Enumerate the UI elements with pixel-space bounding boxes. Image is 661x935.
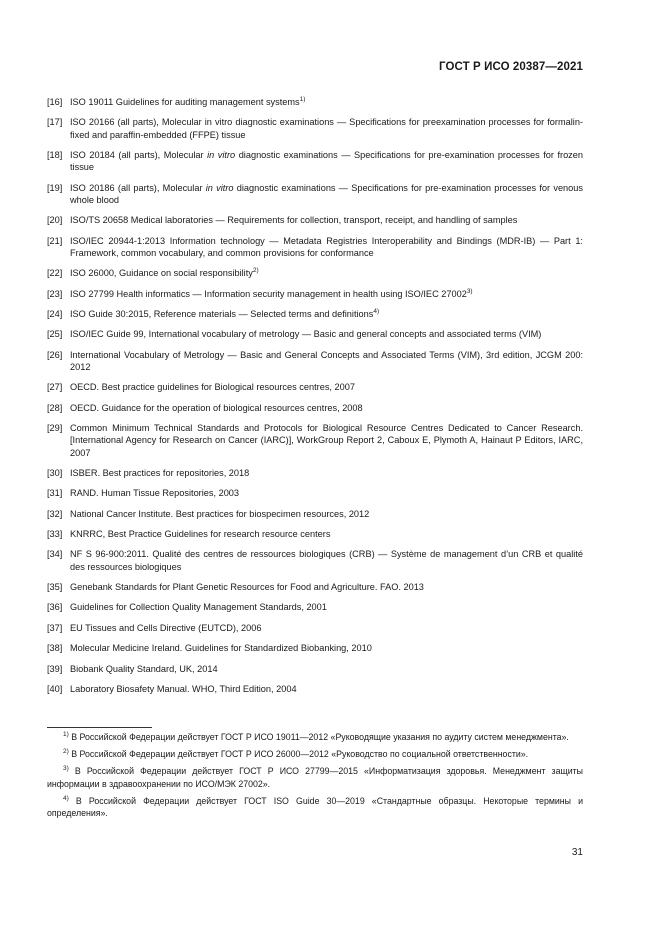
reference-text <box>70 182 583 206</box>
reference-number: [23] <box>47 288 63 299</box>
reference-text <box>70 642 583 654</box>
text-run: KNRRC, Best Practice Guidelines for research resource centers <box>70 529 331 540</box>
footnote <box>47 748 583 760</box>
reference-number: [24] <box>47 308 63 319</box>
reference-text <box>70 149 583 173</box>
reference-item <box>47 581 583 593</box>
reference-item <box>47 308 583 320</box>
reference-number: [31] <box>47 488 63 499</box>
reference-text <box>70 467 583 479</box>
reference-text <box>70 422 583 459</box>
reference-number: [18] <box>47 149 63 160</box>
reference-number: [19] <box>47 182 63 193</box>
reference-text <box>70 402 583 414</box>
text-run: ISO 20166 (all parts), Molecular in vitro diagnostic examinations — Specifications for preexamination processes for formalin-fixed and paraffin-embedded (FFPE) tissue <box>70 117 583 140</box>
reference-number: [29] <box>47 423 63 434</box>
footnote-marker: 2) <box>63 748 69 756</box>
text-run: ISO/IEC 20944-1:2013 Information technology — Metadata Registries Interoperability and Bindings (MDR-IB) — Part 1: Framework, common vocabulary, and common provisions for conformance <box>70 235 583 258</box>
text-run: EU Tissues and Cells Directive (EUTCD), 2006 <box>70 622 262 633</box>
reference-text <box>70 288 583 300</box>
reference-text <box>70 528 583 540</box>
reference-text <box>70 349 583 373</box>
text-run: RAND. Human Tissue Repositories, 2003 <box>70 488 240 499</box>
footnote-text: В Российской Федерации действует ГОСТ Р ИСО 26000—2012 «Руководство по социальной ответственности». <box>68 749 529 760</box>
text-run: ISO 20186 (all parts), Molecular <box>70 182 206 193</box>
reference-number: [20] <box>47 215 63 226</box>
footnote-text: В Российской Федерации действует ГОСТ ISO Guide 30—2019 «Стандартные образцы. Некоторые термины и определения». <box>47 795 583 819</box>
reference-number: [39] <box>47 663 63 674</box>
text-run: ISO/IEC Guide 99, International vocabulary of metrology — Basic and general concepts and associated terms (VIM) <box>70 329 542 340</box>
reference-text <box>70 663 583 675</box>
reference-item <box>47 402 583 414</box>
reference-item <box>47 601 583 613</box>
text-run: Guidelines for Collection Quality Management Standards, 2001 <box>70 602 327 613</box>
text-run: Biobank Quality Standard, UK, 2014 <box>70 663 218 674</box>
reference-item <box>47 214 583 226</box>
reference-item <box>47 267 583 279</box>
reference-number: [38] <box>47 643 63 654</box>
reference-text <box>70 581 583 593</box>
reference-number: [37] <box>47 622 63 633</box>
reference-text <box>70 214 583 226</box>
footnote-marker: 1) <box>299 96 306 103</box>
text-run: diagnostic examinations — Specifications for pre-examination processes for frozen tissue <box>70 149 583 173</box>
text-run: NF S 96-900:2011. Qualité des centres de ressources biologiques (CRB) — Système de management d’un CRB et qualité des ressources biologiques <box>70 549 583 572</box>
text-run: Laboratory Biosafety Manual. WHO, Third Edition, 2004 <box>70 684 297 694</box>
footnote <box>47 795 583 819</box>
reference-number: [22] <box>47 268 63 279</box>
footnote-marker: 4) <box>373 307 380 315</box>
text-run: OECD. Guidance for the operation of biological resources centres, 2008 <box>70 402 363 413</box>
reference-text <box>70 267 583 279</box>
reference-text <box>70 683 583 695</box>
reference-number: [26] <box>47 349 63 360</box>
reference-text <box>70 308 583 320</box>
footnote <box>47 765 583 789</box>
reference-text <box>70 116 583 140</box>
reference-item <box>47 182 583 206</box>
reference-number: [32] <box>47 508 63 519</box>
text-run: National Cancer Institute. Best practices for biospecimen resources, 2012 <box>70 508 370 519</box>
reference-item <box>47 235 583 259</box>
text-run: Genebank Standards for Plant Genetic Resources for Food and Agriculture. FAO. 2013 <box>70 582 424 593</box>
reference-number: [27] <box>47 382 63 393</box>
reference-number: [30] <box>47 467 63 478</box>
italic-text: in vitro <box>205 182 234 193</box>
reference-item <box>47 381 583 393</box>
document-header: ГОСТ Р ИСО 20387—2021 <box>438 61 583 73</box>
reference-item <box>47 149 583 173</box>
text-run: Molecular Medicine Ireland. Guidelines for Standardized Biobanking, 2010 <box>70 643 372 654</box>
reference-text <box>70 601 583 613</box>
footnote-divider <box>47 727 152 728</box>
footnotes <box>47 731 583 824</box>
text-run: ISO/TS 20658 Medical laboratories — Requirements for collection, transport, receipt, and handling of samples <box>70 215 518 226</box>
reference-number: [17] <box>47 117 63 128</box>
reference-number: [28] <box>47 402 63 413</box>
footnote-marker: 1) <box>63 731 69 738</box>
italic-text: in vitro <box>207 149 236 160</box>
reference-text <box>70 235 583 259</box>
text-run: OECD. Best practice guidelines for Biological resources centres, 2007 <box>70 382 355 393</box>
reference-item <box>47 528 583 540</box>
reference-item <box>47 116 583 140</box>
reference-number: [16] <box>47 97 63 107</box>
reference-text <box>70 96 583 108</box>
reference-item <box>47 328 583 340</box>
reference-item <box>47 422 583 459</box>
reference-text <box>70 622 583 634</box>
reference-item <box>47 683 583 695</box>
text-run: diagnostic examinations — Specifications for pre-examination processes for venous whole blood <box>70 182 583 205</box>
footnote-text: В Российской Федерации действует ГОСТ Р ИСО 19011—2012 «Руководящие указания по аудиту систем менеджмента». <box>68 732 569 742</box>
reference-number: [35] <box>47 582 63 593</box>
page-number: 31 <box>571 847 583 858</box>
reference-number: [21] <box>47 235 63 246</box>
reference-item <box>47 288 583 300</box>
reference-item <box>47 487 583 499</box>
reference-item <box>47 508 583 520</box>
footnote-marker: 3) <box>466 287 473 295</box>
reference-text <box>70 381 583 393</box>
reference-item <box>47 548 583 572</box>
reference-number: [25] <box>47 329 63 340</box>
reference-item <box>47 349 583 373</box>
text-run: ISO 20184 (all parts), Molecular <box>70 149 208 160</box>
reference-item <box>47 467 583 479</box>
reference-number: [36] <box>47 602 63 613</box>
reference-text <box>70 487 583 499</box>
footnote-marker: 3) <box>63 765 69 773</box>
reference-item <box>47 642 583 654</box>
text-run: ISO 26000, Guidance on social responsibility <box>70 268 253 279</box>
footnote-marker: 2) <box>252 267 259 275</box>
reference-number: [34] <box>47 549 63 560</box>
bibliography-list <box>47 96 583 703</box>
reference-number: [40] <box>47 684 63 694</box>
footnote-marker: 4) <box>63 794 69 802</box>
reference-item <box>47 96 583 108</box>
reference-text <box>70 548 583 572</box>
reference-number: [33] <box>47 529 63 540</box>
footnote <box>47 731 583 743</box>
reference-item <box>47 663 583 675</box>
text-run: ISO 19011 Guidelines for auditing management systems <box>70 97 300 107</box>
reference-item <box>47 622 583 634</box>
reference-text <box>70 328 583 340</box>
text-run: ISO Guide 30:2015, Reference materials — Selected terms and definitions <box>70 308 374 319</box>
text-run: ISBER. Best practices for repositories, 2018 <box>70 467 250 478</box>
reference-text <box>70 508 583 520</box>
text-run: ISO 27799 Health informatics — Information security management in health using ISO/IEC 27002 <box>70 288 467 299</box>
text-run: International Vocabulary of Metrology — Basic and General Concepts and Associated Terms (VIM), 3rd edition, JCGM 200: 2012 <box>70 349 583 372</box>
footnote-text: В Российской Федерации действует ГОСТ Р ИСО 27799—2015 «Информатизация здоровья. Менеджмент защиты информации в здравоохранении по ИСО/МЭК 27002». <box>47 766 583 789</box>
text-run: Common Minimum Technical Standards and Protocols for Biological Resource Centres Dedicated to Cancer Research. [International Agency for Research on Cancer (IARC)], WorkGroup Report 2, Caboux E, Plymoth A, Hainaut P Editors, IARC, 2007 <box>70 423 583 458</box>
